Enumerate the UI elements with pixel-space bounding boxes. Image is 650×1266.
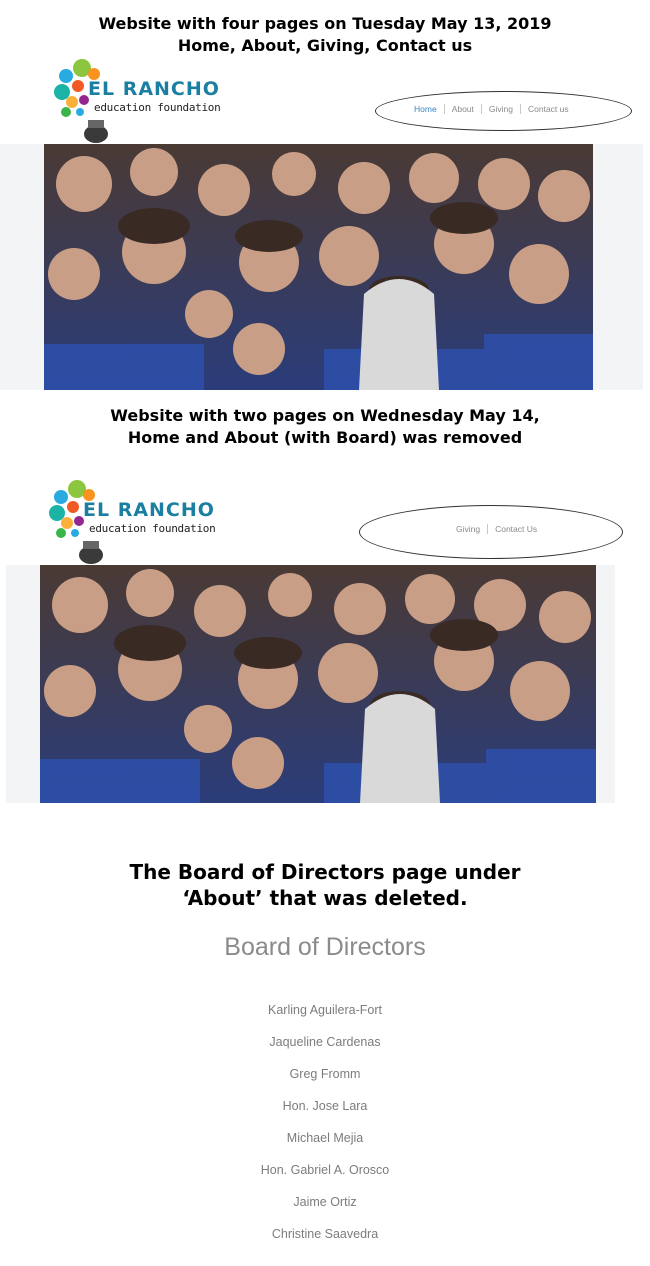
crowd-photo-image xyxy=(40,565,596,803)
caption-middle xyxy=(0,405,650,449)
caption-mid-line2: Home and About (with Board) was removed xyxy=(127,428,523,447)
logo-name: EL RANCHO xyxy=(88,78,220,100)
nav-item-home[interactable]: Home xyxy=(414,104,437,114)
hero-photo xyxy=(44,144,593,390)
caption-top-line2: Home, About, Giving, Contact us xyxy=(177,36,473,55)
nav-item-contact-us[interactable]: Contact Us xyxy=(487,524,544,534)
board-member: Michael Mejia xyxy=(286,1131,364,1145)
caption-mid-line1: Website with two pages on Wednesday May 14, xyxy=(110,406,540,425)
nav-item-contact-us[interactable]: Contact us xyxy=(520,104,576,114)
caption-top-line1: Website with four pages on Tuesday May 13, 2019 xyxy=(98,14,552,33)
nav-item-giving[interactable]: Giving xyxy=(456,524,481,534)
caption-board-line1: The Board of Directors page under xyxy=(129,860,521,884)
board-member: Jaqueline Cardenas xyxy=(269,1035,381,1049)
board-member-list xyxy=(0,998,650,1254)
board-member: Hon. Gabriel A. Orosco xyxy=(260,1163,390,1177)
logo-subtitle: education foundation xyxy=(89,522,216,535)
main-nav xyxy=(407,104,576,114)
caption-board xyxy=(0,859,650,911)
caption-board-line2: ‘About’ that was deleted. xyxy=(182,886,468,910)
board-member: Karling Aguilera-Fort xyxy=(268,1003,382,1017)
hero-photo-after xyxy=(40,565,596,803)
nav-item-about[interactable]: About xyxy=(444,104,481,114)
board-title: Board of Directors xyxy=(224,933,426,961)
logo-subtitle: education foundation xyxy=(94,101,221,114)
board-member: Hon. Jose Lara xyxy=(282,1099,368,1113)
caption-top xyxy=(0,13,650,57)
site-logo-after[interactable] xyxy=(45,473,220,568)
crowd-photo-image xyxy=(44,144,593,390)
board-member: Greg Fromm xyxy=(289,1067,361,1081)
logo-name: EL RANCHO xyxy=(83,499,215,521)
main-nav-after xyxy=(449,524,544,534)
nav-item-giving[interactable]: Giving xyxy=(481,104,520,114)
site-logo[interactable] xyxy=(50,52,225,147)
board-member: Christine Saavedra xyxy=(271,1227,379,1241)
board-member: Jaime Ortiz xyxy=(293,1195,357,1209)
